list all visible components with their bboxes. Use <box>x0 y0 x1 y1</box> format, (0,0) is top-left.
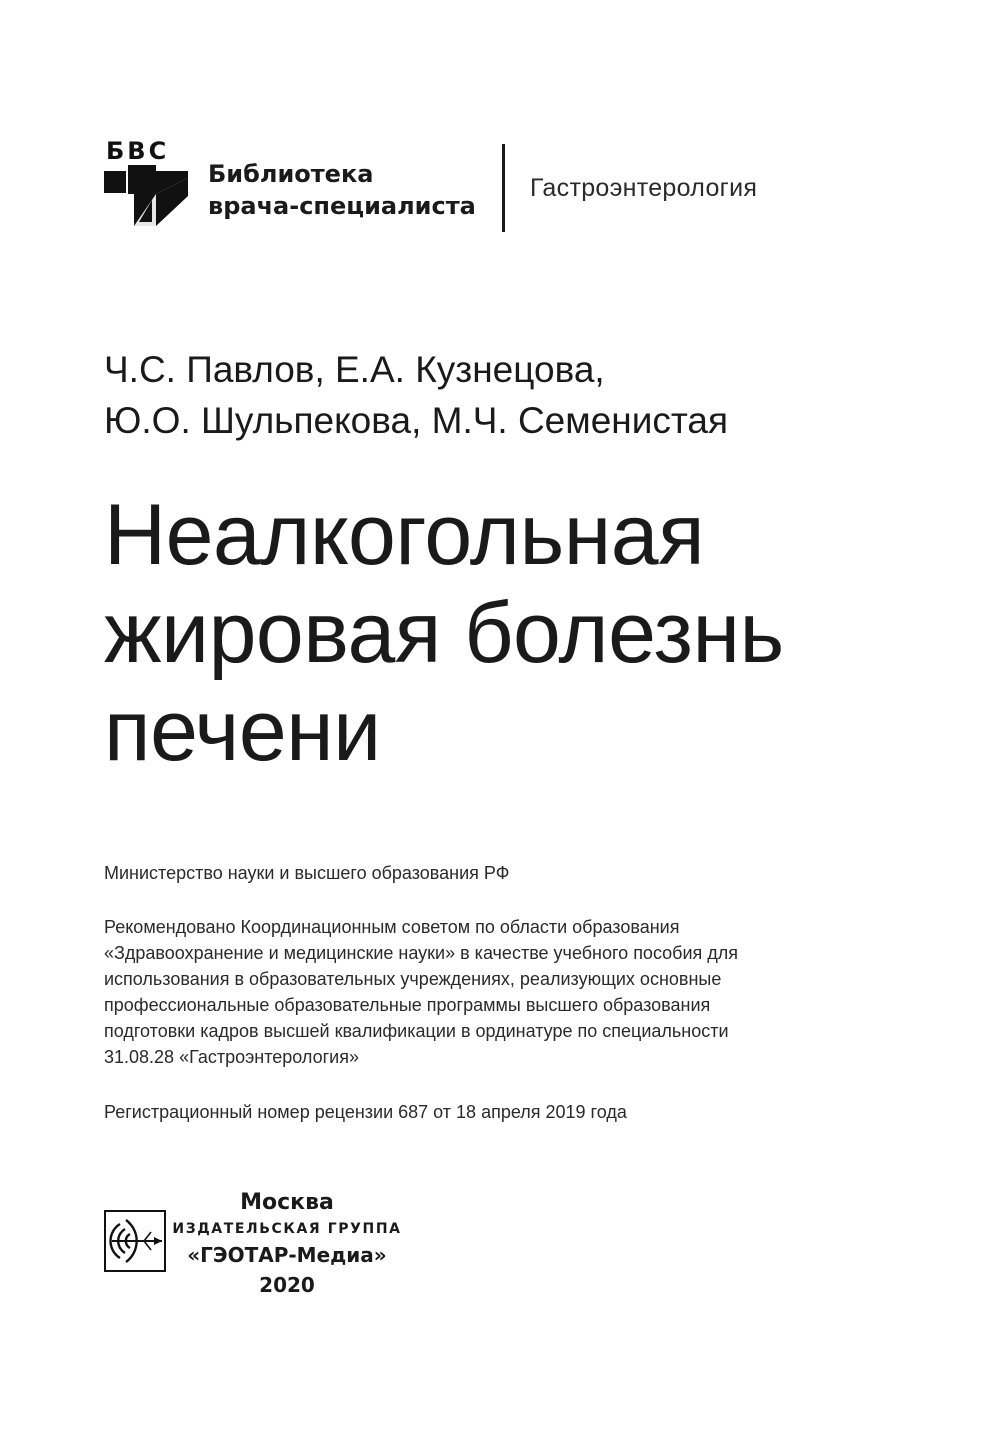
publication-year: 2020 <box>259 1273 315 1297</box>
registration-text: Регистрационный номер рецензии 687 от 18 апреля 2019 года <box>104 1102 627 1122</box>
authors <box>104 344 728 446</box>
series-divider <box>502 144 505 232</box>
series-header <box>104 138 904 238</box>
series-name <box>208 158 476 222</box>
book-title-line-2: жировая болезнь <box>104 585 784 681</box>
recommendation-line: профессиональные образовательные программы высшего образования <box>104 995 711 1015</box>
recommendation-line: Рекомендовано Координационным советом по области образования <box>104 917 680 937</box>
series-name-line-1: Библиотека <box>208 160 374 188</box>
publisher-name: «ГЭОТАР-Медиа» <box>187 1243 387 1267</box>
recommendation-line: 31.08.28 «Гастроэнтерология» <box>104 1047 359 1067</box>
recommendation-line: подготовки кадров высшей квалификации в ординатуре по специальности <box>104 1021 729 1041</box>
geotar-logo-icon <box>104 1210 166 1272</box>
book-title-line-3: печени <box>104 683 381 779</box>
ministry-text: Министерство науки и высшего образования РФ <box>104 863 510 883</box>
recommendation-line: «Здравоохранение и медицинские науки» в качестве учебного пособия для <box>104 943 739 963</box>
publisher-city: Москва <box>240 1190 334 1215</box>
series-topic: Гастроэнтерология <box>530 174 758 202</box>
publisher-block <box>170 1188 404 1300</box>
publisher-group: ИЗДАТЕЛЬСКАЯ ГРУППА <box>172 1221 402 1237</box>
authors-line-1: Ч.С. Павлов, Е.А. Кузнецова, <box>104 349 605 390</box>
bvs-logo-icon <box>104 138 194 228</box>
recommendation-line: использования в образовательных учреждениях, реализующих основные <box>104 969 722 989</box>
book-title <box>104 486 784 780</box>
recommendation-text <box>104 914 894 1070</box>
book-title-line-1: Неалкогольная <box>104 487 705 583</box>
authors-line-2: Ю.О. Шульпекова, М.Ч. Семенистая <box>104 400 729 441</box>
series-name-line-2: врача-специалиста <box>208 192 476 220</box>
bvs-logo-letters: БВС <box>106 138 170 165</box>
